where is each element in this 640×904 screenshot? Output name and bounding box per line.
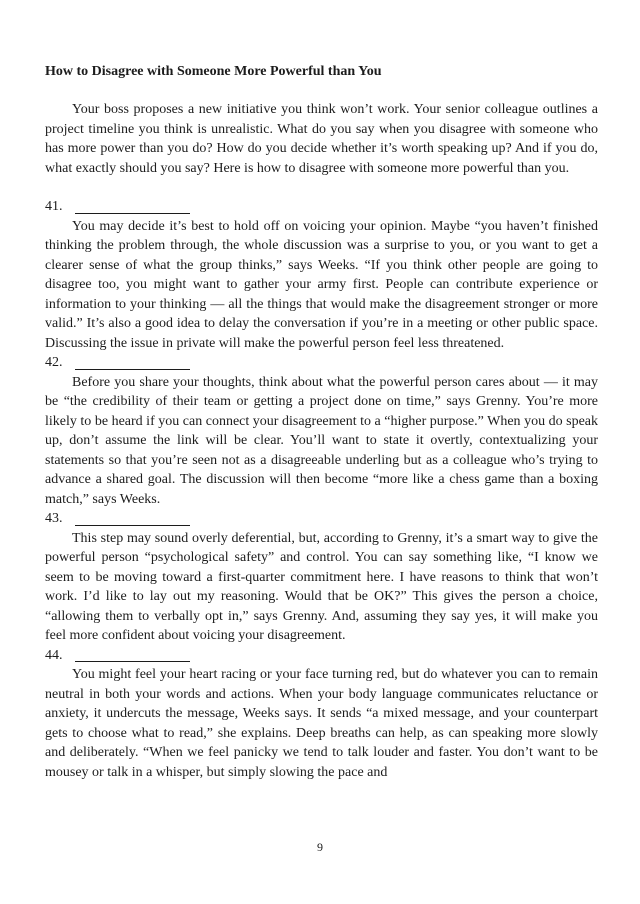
answer-blank [75,212,190,214]
question-number: 42. [45,355,63,370]
question-number-line [45,353,598,373]
section-44 [45,646,598,783]
section-paragraph: You may decide it’s best to hold off on voicing your opinion. Maybe “you haven’t finished thinking the problem through, the whole discussion was a surprise to you, or you want to get a clearer sense of what the group thinks,” says Weeks. “If you think other people are going to disagree too, you might want to gather your army first. People can contribute experience or information to your thinking — all the things that would make the disagreement stronger or more valid.” It’s also a good idea to delay the conversation if you’re in a meeting or other public space. Discussing the issue in private will make the powerful person feel less threatened. [45,218,598,351]
answer-blank [75,660,190,662]
section-41 [45,197,598,353]
section-paragraph: You might feel your heart racing or your face turning red, but do whatever you can to remain neutral in both your words and actions. When your body language communicates reluctance or anxiety, it undercuts the message, Weeks says. It sends “a mixed message, and your counterpart gets to choose what to read,” she explains. Deep breaths can help, as can speaking more slowly and deliberately. “When we feel panicky we tend to talk louder and faster. You don’t want to be mousey or talk in a whisper, but simply slowing the pace and [45,667,598,780]
intro-paragraph: Your boss proposes a new initiative you think won’t work. Your senior colleague outlines a project timeline you think is unrealistic. What do you say when you disagree with someone who has more power than you do? How do you decide whether it’s worth speaking up? And if you do, what exactly should you say? Here is how to disagree with someone more powerful than you. [45,102,598,176]
section-paragraph: This step may sound overly deferential, but, according to Grenny, it’s a smart way to give the powerful person “psychological safety” and control. You can say something like, “I know we seem to be moving toward a first-quarter commitment here. I have reasons to think that won’t work. I’d like to lay out my reasoning. Would that be OK?” This gives the person a choice, “allowing them to verbally opt in,” says Grenny. And, assuming they say yes, it will make you feel more confident about voicing your disagreement. [45,530,598,643]
question-number: 43. [45,511,63,526]
question-number-line [45,197,598,217]
question-number: 41. [45,199,63,214]
question-number-line [45,509,598,529]
question-number-line [45,646,598,666]
answer-blank [75,368,190,370]
document-page [45,62,598,782]
answer-blank [75,524,190,526]
section-42 [45,353,598,509]
section-paragraph: Before you share your thoughts, think about what the powerful person cares about — it may be “the credibility of their team or getting a project done on time,” says Grenny. You’re more likely to be heard if you can connect your disagreement to a “higher purpose.” When you do speak up, don’t assume the link will be clear. You’ll want to state it overtly, contextualizing your statements so that you’re seen not as a disagreeable underling but as a colleague who’s trying to advance a shared goal. The discussion will then become “more like a chess game than a boxing match,” says Weeks. [45,374,598,507]
document-title: How to Disagree with Someone More Powerful than You [45,64,382,79]
page-number: 9 [317,840,323,854]
question-number: 44. [45,647,63,663]
section-43 [45,509,598,646]
